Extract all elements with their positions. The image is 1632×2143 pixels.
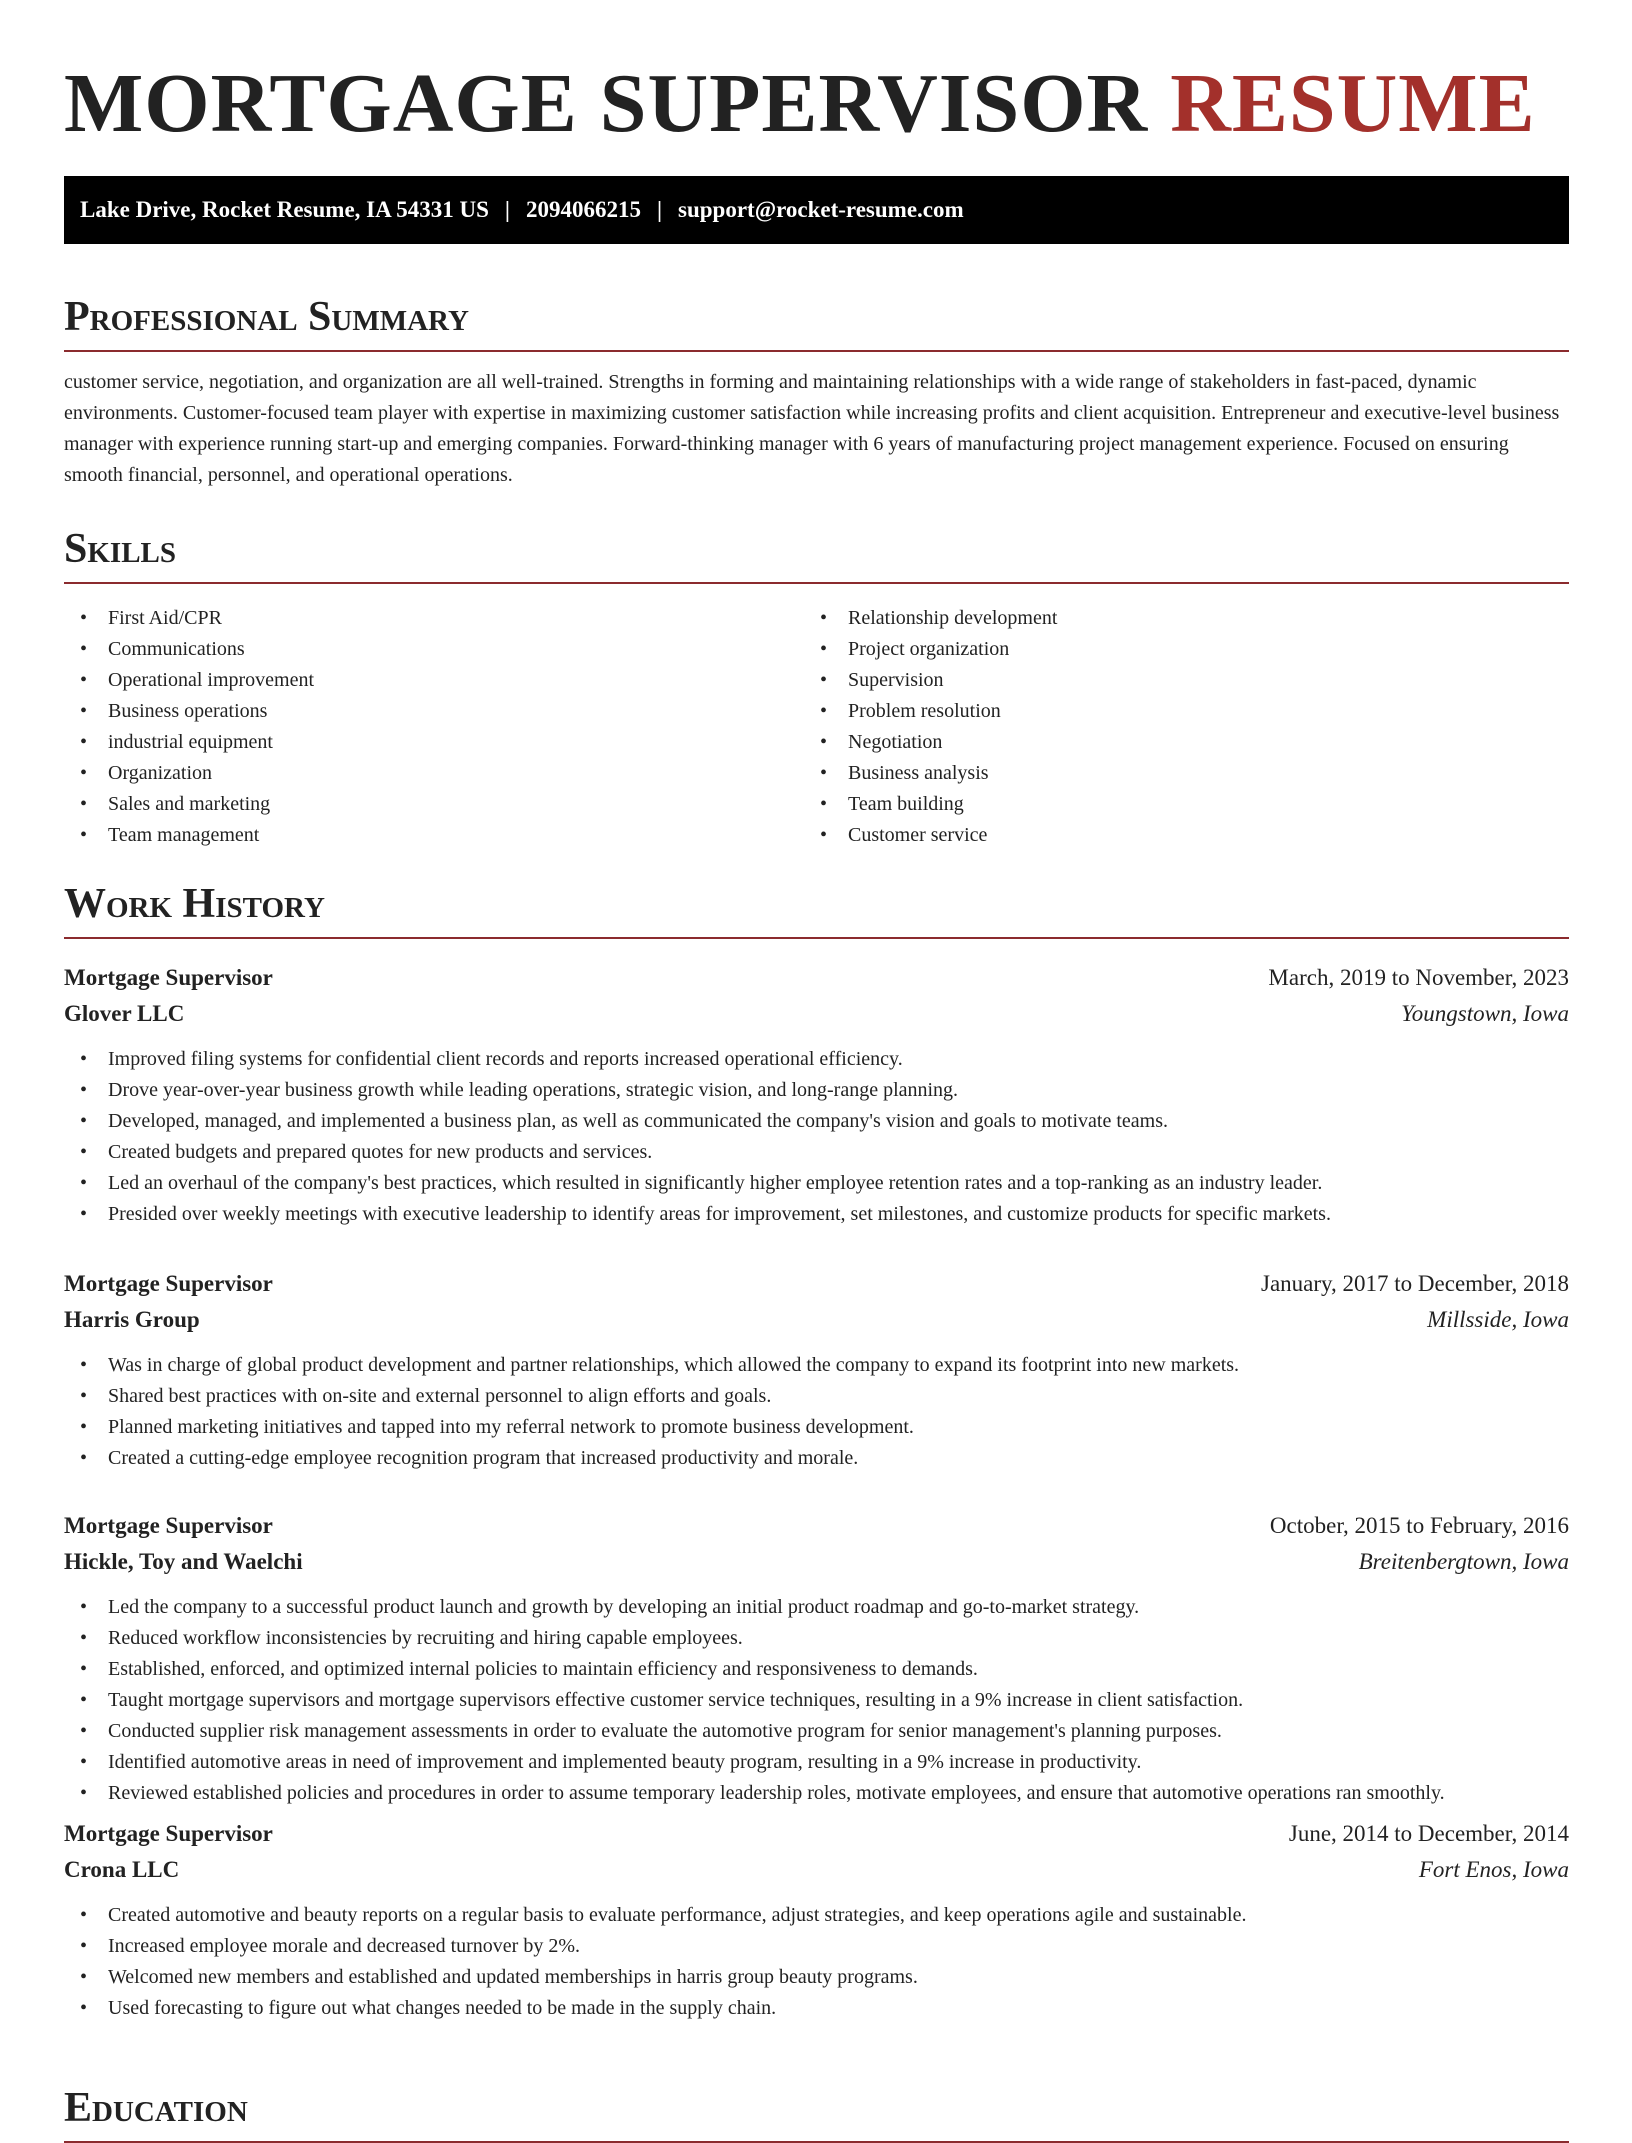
skill-item: • Problem resolution xyxy=(804,696,1504,727)
job-title: Mortgage Supervisor xyxy=(64,1513,273,1538)
job-entry xyxy=(64,1266,1569,1474)
contact-bar xyxy=(64,176,1569,244)
summary-section-header xyxy=(64,292,1569,352)
job-entry xyxy=(64,1816,1569,2024)
job-dates: June, 2014 to December, 2014 xyxy=(1288,1821,1569,1846)
job-bullet: • Used forecasting to figure out what changes needed to be made in the supply chain. xyxy=(64,1993,1569,2024)
skills-list-left xyxy=(64,603,764,851)
skill-item: • industrial equipment xyxy=(64,727,764,758)
skill-item: • Supervision xyxy=(804,665,1504,696)
job-dates: January, 2017 to December, 2018 xyxy=(1261,1271,1569,1296)
education-heading: Education xyxy=(64,2085,248,2131)
job-bullet: • Increased employee morale and decreased turnover by 2%. xyxy=(64,1931,1569,1962)
contact-email: support@rocket-resume.com xyxy=(678,197,964,222)
job-bullet: • Identified automotive areas in need of improvement and implemented beauty program, resulting in a 9% increase in productivity. xyxy=(64,1747,1569,1778)
contact-separator: | xyxy=(504,197,510,222)
job-bullet: • Led an overhaul of the company's best practices, which resulted in significantly higher employee retention rates and a top-ranking as an industry leader. xyxy=(64,1168,1569,1199)
job-company-row xyxy=(64,1302,1569,1338)
skill-item: • Project organization xyxy=(804,634,1504,665)
title-main: MORTGAGE SUPERVISOR xyxy=(64,57,1149,150)
job-bullet: • Presided over weekly meetings with executive leadership to identify areas for improvement, set milestones, and customize products for specific markets. xyxy=(64,1199,1569,1230)
skill-item: • Operational improvement xyxy=(64,665,764,696)
job-title: Mortgage Supervisor xyxy=(64,1821,273,1846)
job-company: Hickle, Toy and Waelchi xyxy=(64,1549,303,1574)
job-bullets xyxy=(64,1350,1569,1474)
summary-text: customer service, negotiation, and organization are all well-trained. Strengths in forming and maintaining relationships with a wide range of stakeholders in fast-paced, dynamic environments. Customer-focused team player with expertise in maximizing customer satisfaction while increasing profits and client acquisition. Entrepreneur and executive-level business manager with experience running start-up and emerging companies. Forward-thinking manager with 6 years of manufacturing project management experience. Focused on ensuring smooth financial, personnel, and operational operations. xyxy=(64,371,1560,486)
job-company: Harris Group xyxy=(64,1307,200,1332)
job-bullet: • Was in charge of global product development and partner relationships, which allowed the company to expand its footprint into new markets. xyxy=(64,1350,1569,1381)
contact-phone: 2094066215 xyxy=(525,197,641,222)
contact-address: Lake Drive, Rocket Resume, IA 54331 US xyxy=(80,197,489,222)
summary-heading: Professional Summary xyxy=(64,294,469,340)
job-title-row xyxy=(64,1816,1569,1852)
skills-list-right xyxy=(804,603,1504,851)
job-bullets xyxy=(64,1044,1569,1230)
education-section-header xyxy=(64,2083,1569,2143)
skills-section-header xyxy=(64,524,1569,584)
job-bullet: • Shared best practices with on-site and external personnel to align efforts and goals. xyxy=(64,1381,1569,1412)
job-bullet: • Reduced workflow inconsistencies by recruiting and hiring capable employees. xyxy=(64,1623,1569,1654)
contact-separator: | xyxy=(656,197,663,222)
job-bullet: • Taught mortgage supervisors and mortgage supervisors effective customer service techniques, resulting in a 9% increase in client satisfaction. xyxy=(64,1685,1569,1716)
job-bullet: • Created budgets and prepared quotes for new products and services. xyxy=(64,1137,1569,1168)
job-bullet: • Drove year-over-year business growth while leading operations, strategic vision, and long-range planning. xyxy=(64,1075,1569,1106)
job-title: Mortgage Supervisor xyxy=(64,965,273,990)
skills-heading: Skills xyxy=(64,526,177,572)
job-bullet: • Reviewed established policies and procedures in order to assume temporary leadership roles, motivate employees, and ensure that automotive operations ran smoothly. xyxy=(64,1778,1569,1809)
job-entry xyxy=(64,1508,1569,1809)
skill-item: • Sales and marketing xyxy=(64,789,764,820)
job-bullet: • Led the company to a successful product launch and growth by developing an initial product roadmap and go-to-market strategy. xyxy=(64,1592,1569,1623)
job-location: Millsside, Iowa xyxy=(1427,1307,1569,1332)
title-accent: RESUME xyxy=(1170,57,1536,150)
work-section-header xyxy=(64,879,1569,939)
job-bullet: • Created automotive and beauty reports on a regular basis to evaluate performance, adjust strategies, and keep operations agile and sustainable. xyxy=(64,1900,1569,1931)
job-location: Fort Enos, Iowa xyxy=(1418,1857,1569,1882)
job-bullet: • Developed, managed, and implemented a business plan, as well as communicated the company's vision and goals to motivate teams. xyxy=(64,1106,1569,1137)
skill-item: • Business analysis xyxy=(804,758,1504,789)
work-heading: Work History xyxy=(64,881,325,927)
job-company: Crona LLC xyxy=(64,1857,180,1882)
job-title: Mortgage Supervisor xyxy=(64,1271,273,1296)
skill-item: • Communications xyxy=(64,634,764,665)
skill-item: • Team management xyxy=(64,820,764,851)
job-bullet: • Established, enforced, and optimized internal policies to maintain efficiency and responsiveness to demands. xyxy=(64,1654,1569,1685)
job-company-row xyxy=(64,1852,1569,1888)
job-bullets xyxy=(64,1592,1569,1809)
skill-item: • Negotiation xyxy=(804,727,1504,758)
skill-item: • Relationship development xyxy=(804,603,1504,634)
skill-item: • Team building xyxy=(804,789,1504,820)
job-company: Glover LLC xyxy=(64,1001,185,1026)
job-title-row xyxy=(64,1266,1569,1302)
skill-item: • Organization xyxy=(64,758,764,789)
job-dates: March, 2019 to November, 2023 xyxy=(1268,965,1569,990)
job-bullet: • Planned marketing initiatives and tapped into my referral network to promote business development. xyxy=(64,1412,1569,1443)
job-title-row xyxy=(64,960,1569,996)
job-bullets xyxy=(64,1900,1569,2024)
resume-title xyxy=(64,56,1536,152)
job-location: Youngstown, Iowa xyxy=(1401,1001,1569,1026)
job-entry xyxy=(64,960,1569,1230)
job-location: Breitenbergtown, Iowa xyxy=(1358,1549,1569,1574)
job-bullet: • Conducted supplier risk management assessments in order to evaluate the automotive program for senior management's planning purposes. xyxy=(64,1716,1569,1747)
job-bullet: • Improved filing systems for confidential client records and reports increased operational efficiency. xyxy=(64,1044,1569,1075)
job-title-row xyxy=(64,1508,1569,1544)
job-company-row xyxy=(64,1544,1569,1580)
skill-item: • First Aid/CPR xyxy=(64,603,764,634)
job-bullet: • Created a cutting-edge employee recognition program that increased productivity and morale. xyxy=(64,1443,1569,1474)
skill-item: • Business operations xyxy=(64,696,764,727)
job-bullet: • Welcomed new members and established and updated memberships in harris group beauty programs. xyxy=(64,1962,1569,1993)
skill-item: • Customer service xyxy=(804,820,1504,851)
job-company-row xyxy=(64,996,1569,1032)
job-dates: October, 2015 to February, 2016 xyxy=(1269,1513,1569,1538)
